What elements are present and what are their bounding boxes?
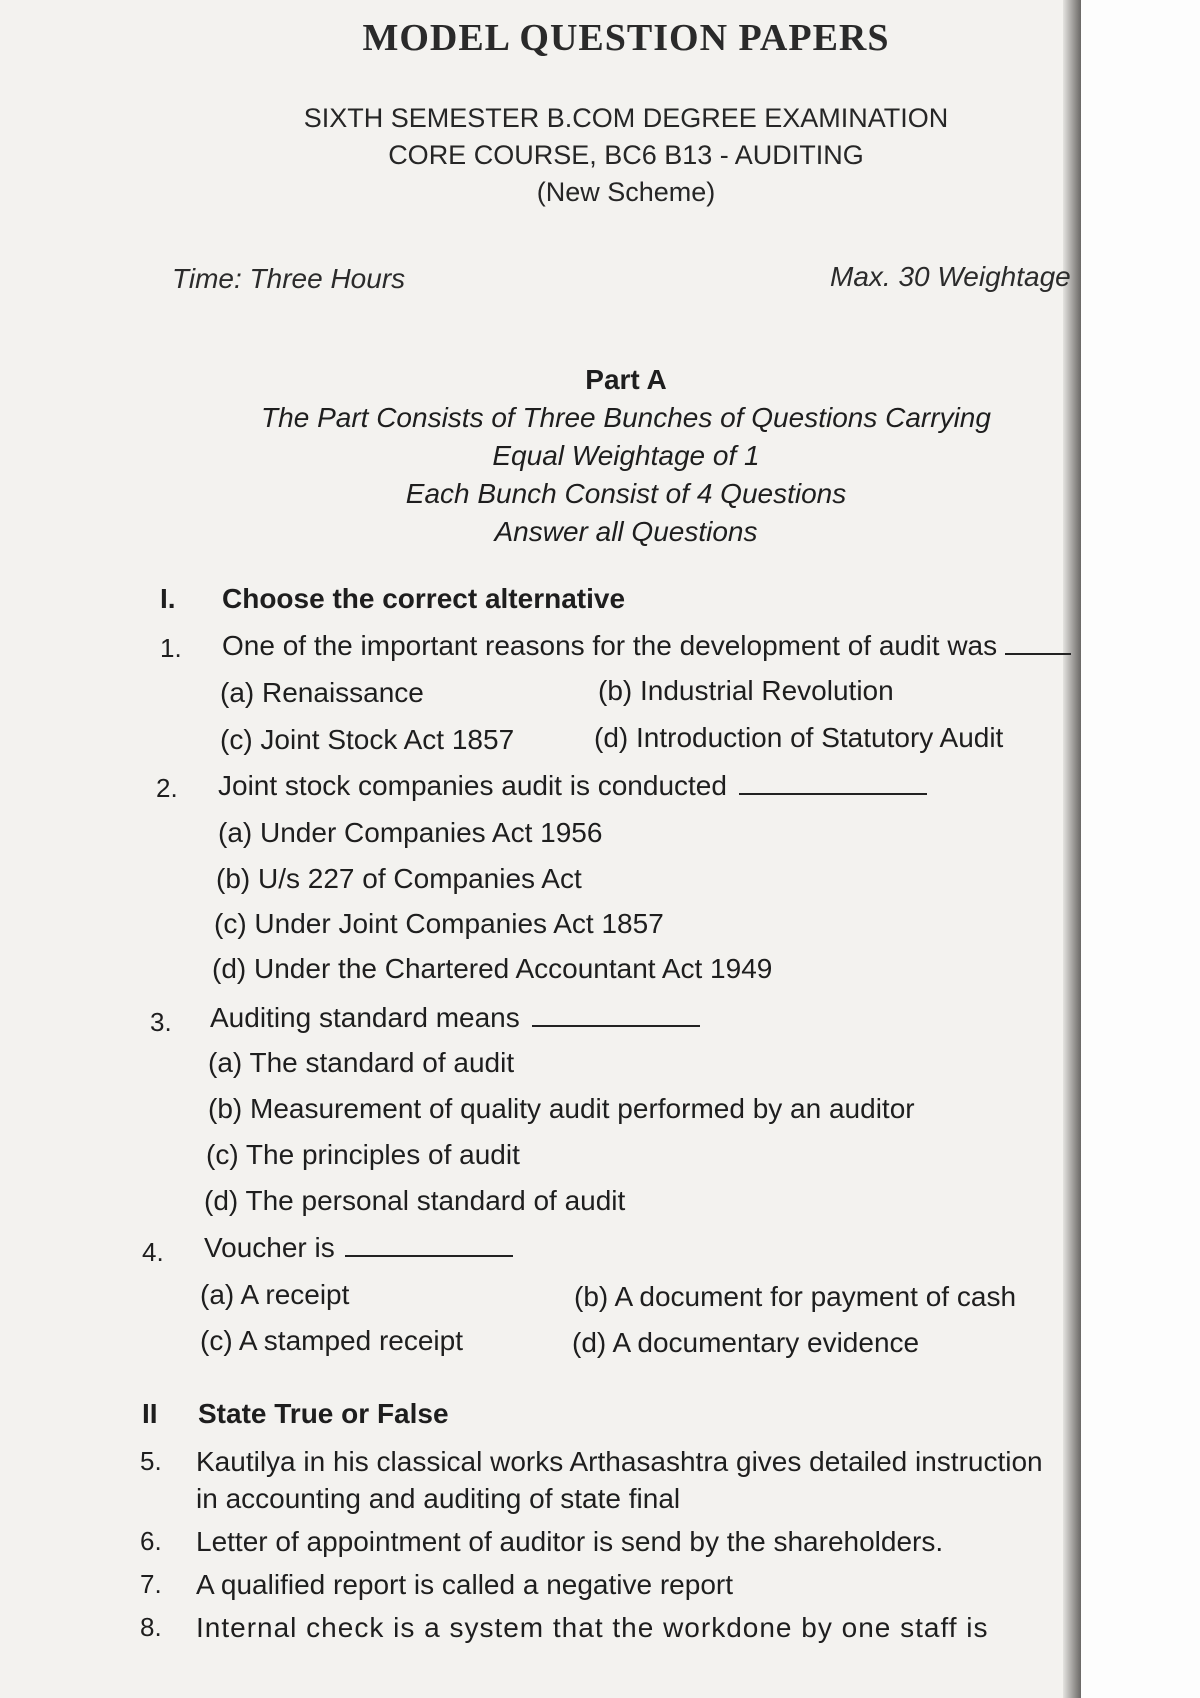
section-number: II <box>142 1398 158 1429</box>
option: (b) Measurement of quality audit performed by an auditor <box>208 1093 915 1124</box>
question-number: 1. <box>160 633 182 663</box>
question-text: Letter of appointment of auditor is send by the shareholders. <box>196 1526 944 1557</box>
section-title: State True or False <box>198 1398 449 1429</box>
option: (a) Renaissance <box>220 677 424 708</box>
exam-name: SIXTH SEMESTER B.COM DEGREE EXAMINATION <box>303 103 949 133</box>
question-text: Kautilya in his classical works Arthasashtra gives detailed instruction <box>196 1446 1043 1477</box>
option: (a) A receipt <box>200 1279 350 1310</box>
section-title: Choose the correct alternative <box>222 583 626 614</box>
question-number: 8. <box>140 1612 162 1642</box>
answer-blank <box>1005 633 1071 655</box>
question-number: 6. <box>140 1526 162 1556</box>
answer-blank <box>345 1235 513 1257</box>
question-number: 7. <box>140 1569 162 1599</box>
option: (a) The standard of audit <box>208 1047 515 1078</box>
answer-blank <box>739 773 927 795</box>
option: (c) Joint Stock Act 1857 <box>220 724 515 755</box>
question-number: 2. <box>156 773 178 803</box>
question-text: Internal check is a system that the workdone by one staff is <box>196 1612 989 1643</box>
option: (d) Introduction of Statutory Audit <box>594 722 1004 753</box>
option: (d) The personal standard of audit <box>204 1185 626 1216</box>
course-name: CORE COURSE, BC6 B13 - AUDITING <box>388 140 864 170</box>
part-a-instruction: Each Bunch Consist of 4 Questions <box>405 478 847 509</box>
question-number: 3. <box>150 1007 172 1037</box>
question-text: One of the important reasons for the development of audit was <box>222 630 1071 662</box>
exam-time: Time: Three Hours <box>172 263 406 294</box>
question-text: A qualified report is called a negative report <box>196 1569 733 1600</box>
section-number: I. <box>160 583 176 614</box>
part-a-heading: Part A <box>585 364 667 395</box>
option: (d) A documentary evidence <box>572 1327 920 1358</box>
question-number: 4. <box>142 1237 164 1267</box>
part-a-instruction: Equal Weightage of 1 <box>492 440 760 471</box>
option: (c) A stamped receipt <box>200 1325 464 1356</box>
part-a-instruction: Answer all Questions <box>494 516 758 547</box>
option: (b) Industrial Revolution <box>598 675 894 706</box>
scan-margin <box>1081 0 1200 1698</box>
option: (b) U/s 227 of Companies Act <box>216 863 582 894</box>
question-text: Joint stock companies audit is conducted <box>218 770 927 802</box>
question-text: Voucher is <box>204 1232 513 1264</box>
scheme: (New Scheme) <box>536 177 716 207</box>
part-a-instruction: The Part Consists of Three Bunches of Questions Carrying <box>261 402 991 433</box>
option: (c) The principles of audit <box>206 1139 520 1170</box>
answer-blank <box>532 1005 700 1027</box>
question-text: Auditing standard means <box>210 1002 700 1034</box>
page-edge-shadow <box>1063 0 1081 1698</box>
option: (b) A document for payment of cash <box>574 1281 1017 1312</box>
option: (c) Under Joint Companies Act 1857 <box>214 908 664 939</box>
page-title: MODEL QUESTION PAPERS <box>362 17 890 59</box>
option: (d) Under the Chartered Accountant Act 1949 <box>212 953 773 984</box>
question-number: 5. <box>140 1446 162 1476</box>
question-text: in accounting and auditing of state final <box>196 1483 681 1514</box>
option: (a) Under Companies Act 1956 <box>218 817 603 848</box>
max-weightage: Max. 30 Weightage <box>830 261 1071 292</box>
